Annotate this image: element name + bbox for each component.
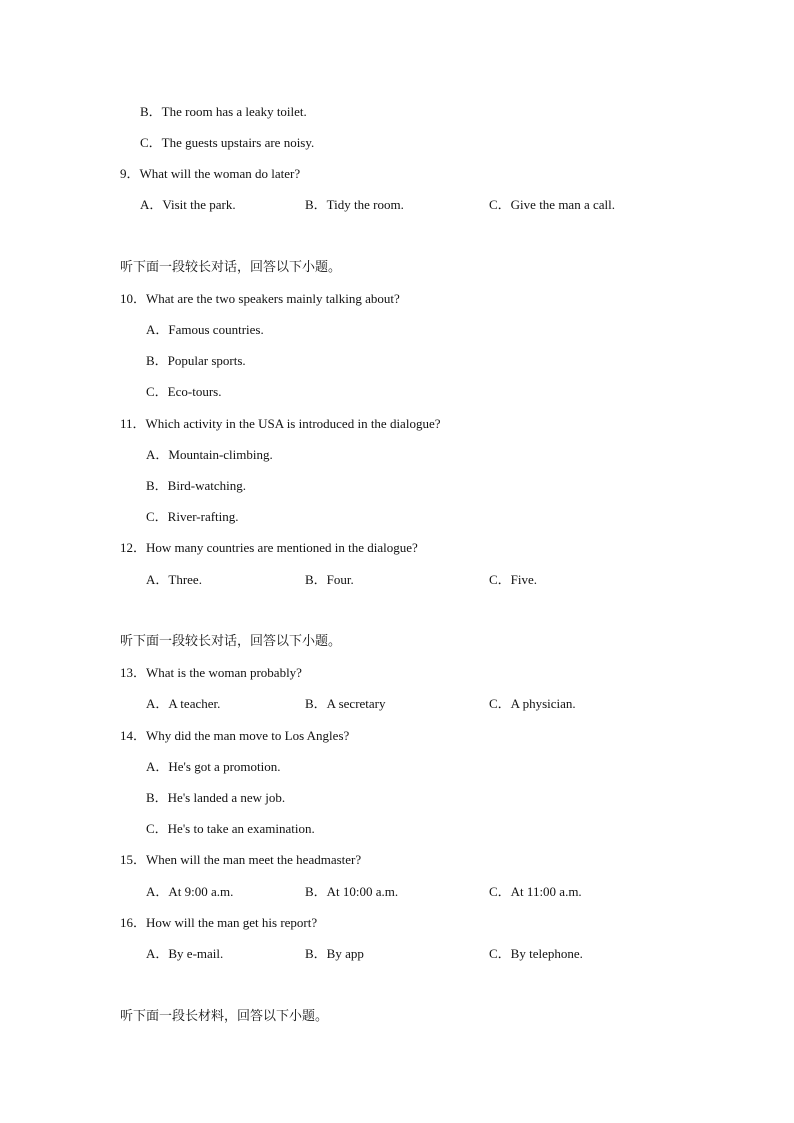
question-13: 13．What is the woman probably? — [120, 665, 302, 680]
q12-option-b: B．Four. — [305, 572, 354, 587]
q9-option-b: B．Tidy the room. — [305, 197, 404, 212]
q11-option-a: A．Mountain-climbing. — [146, 447, 273, 462]
question-9: 9．What will the woman do later? — [120, 166, 301, 181]
q14-option-c: C．He's to take an examination. — [146, 821, 315, 836]
q8-option-c: C．The guests upstairs are noisy. — [140, 135, 315, 150]
section-instruction-1: 听下面一段较长对话，回答以下小题。 — [120, 260, 342, 275]
section-instruction-2: 听下面一段较长对话，回答以下小题。 — [120, 634, 342, 649]
q10-option-a: A．Famous countries. — [146, 322, 264, 337]
q8-option-b: B．The room has a leaky toilet. — [140, 104, 307, 119]
q13-option-c: C．A physician. — [489, 696, 576, 711]
q11-option-c: C．River-rafting. — [146, 509, 239, 524]
q12-option-a: A．Three. — [146, 572, 202, 587]
question-12: 12．How many countries are mentioned in the dialogue? — [120, 540, 418, 555]
q15-option-b: B．At 10:00 a.m. — [305, 884, 399, 899]
q11-option-b: B．Bird-watching. — [146, 478, 247, 493]
q9-option-c: C．Give the man a call. — [489, 197, 615, 212]
q9-option-a: A．Visit the park. — [140, 197, 236, 212]
q10-option-b: B．Popular sports. — [146, 353, 246, 368]
question-14: 14．Why did the man move to Los Angles? — [120, 728, 350, 743]
q16-option-c: C．By telephone. — [489, 946, 583, 961]
q16-option-b: B．By app — [305, 946, 364, 961]
question-15: 15．When will the man meet the headmaster? — [120, 852, 362, 867]
q15-option-a: A．At 9:00 a.m. — [146, 884, 234, 899]
q15-option-c: C．At 11:00 a.m. — [489, 884, 582, 899]
question-11: 11．Which activity in the USA is introduced in the dialogue? — [120, 416, 441, 431]
q10-option-c: C．Eco-tours. — [146, 384, 222, 399]
section-instruction-3: 听下面一段长材料，回答以下小题。 — [120, 1009, 329, 1024]
question-16: 16．How will the man get his report? — [120, 915, 318, 930]
q13-option-b: B．A secretary — [305, 696, 386, 711]
q14-option-a: A．He's got a promotion. — [146, 759, 281, 774]
question-10: 10．What are the two speakers mainly talking about? — [120, 291, 400, 306]
q13-option-a: A．A teacher. — [146, 696, 221, 711]
q12-option-c: C．Five. — [489, 572, 538, 587]
q14-option-b: B．He's landed a new job. — [146, 790, 286, 805]
q16-option-a: A．By e-mail. — [146, 946, 224, 961]
